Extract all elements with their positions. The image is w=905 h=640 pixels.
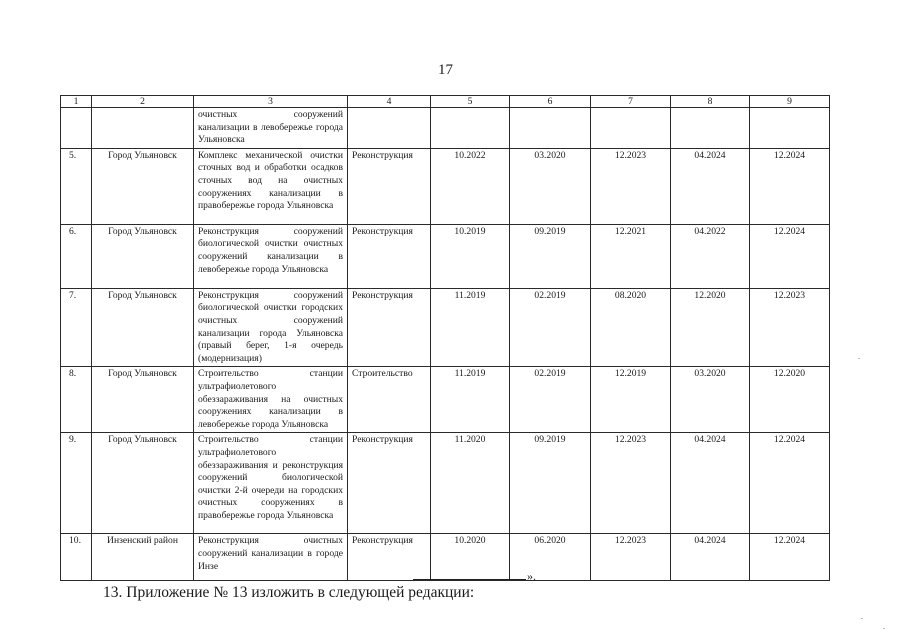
table-row xyxy=(61,148,830,224)
table-cell: 02.2019 xyxy=(510,288,591,367)
header-cell: 8 xyxy=(671,96,750,108)
table-cell: Город Ульяновск xyxy=(92,224,194,288)
table-cell: 12.2020 xyxy=(671,288,750,367)
header-cell: 4 xyxy=(348,96,431,108)
table-row xyxy=(61,224,830,288)
scan-speck xyxy=(858,358,860,359)
table-cell: 04.2024 xyxy=(671,148,750,224)
table-cell xyxy=(671,108,750,149)
table-row xyxy=(61,288,830,367)
header-cell: 2 xyxy=(92,96,194,108)
table-cell: 10.2019 xyxy=(431,224,510,288)
table-cell: 08.2020 xyxy=(591,288,671,367)
table-cell: 10.2022 xyxy=(431,148,510,224)
table-cell: 09.2019 xyxy=(510,224,591,288)
table-row xyxy=(61,433,830,534)
table-cell: очистных сооружений канализации в левобережье города Ульяновска xyxy=(194,108,348,149)
header-cell: 6 xyxy=(510,96,591,108)
table-cell: 11.2019 xyxy=(431,367,510,433)
table-cell: 11.2019 xyxy=(431,288,510,367)
page-number: 17 xyxy=(438,62,453,78)
table-row xyxy=(61,108,830,149)
header-cell: 3 xyxy=(194,96,348,108)
table-cell: Реконструкция xyxy=(348,534,431,581)
table-cell: Реконструкция сооружений биологической очистки городских очистных сооружений канализации города Ульяновска (правый берег, 1-я очередь (модернизация) xyxy=(194,288,348,367)
scan-speck xyxy=(861,618,863,619)
table-cell: Реконструкция сооружений биологической очистки очистных сооружений канализации в левобережье города Ульяновска xyxy=(194,224,348,288)
table-cell: Реконструкция очистных сооружений канализации в городе Инзе xyxy=(194,534,348,581)
table-cell: 12.2023 xyxy=(591,148,671,224)
table-cell: 02.2019 xyxy=(510,367,591,433)
table-cell: Реконструкция xyxy=(348,433,431,534)
table-cell: 12.2024 xyxy=(750,224,830,288)
closing-underline xyxy=(413,569,526,580)
table-cell xyxy=(510,108,591,149)
table-cell: 12.2020 xyxy=(750,367,830,433)
table-cell xyxy=(431,108,510,149)
table-cell: 11.2020 xyxy=(431,433,510,534)
table-cell: Город Ульяновск xyxy=(92,367,194,433)
table-cell: Реконструкция xyxy=(348,148,431,224)
header-cell: 9 xyxy=(750,96,830,108)
table-cell: Строительство станции ультрафиолетового обеззараживания и реконструкция сооружений биологической очистки 2-й очереди на городских очистных сооружениях в правобережье города Ульяновска xyxy=(194,433,348,534)
table-cell: Город Ульяновск xyxy=(92,433,194,534)
table-cell: Город Ульяновск xyxy=(92,288,194,367)
table-cell: 9. xyxy=(61,433,92,534)
table-cell: 10.2020 xyxy=(431,534,510,581)
data-table xyxy=(60,95,830,581)
header-row xyxy=(61,96,830,108)
table-cell: 04.2022 xyxy=(671,224,750,288)
table-cell xyxy=(750,108,830,149)
table-cell: 12.2023 xyxy=(591,433,671,534)
table-cell: 10. xyxy=(61,534,92,581)
table-cell xyxy=(61,108,92,149)
next-paragraph: 13. Приложение № 13 изложить в следующей редакции: xyxy=(103,584,475,601)
table-cell: Строительство станции ультрафиолетового обеззараживания на очистных сооружениях канализации в левобережье города Ульяновска xyxy=(194,367,348,433)
table-cell: 06.2020 xyxy=(510,534,591,581)
table-cell: 12.2019 xyxy=(591,367,671,433)
table-cell xyxy=(348,108,431,149)
header-cell: 1 xyxy=(61,96,92,108)
table-cell: 03.2020 xyxy=(671,367,750,433)
table-cell: Реконструкция xyxy=(348,224,431,288)
table-cell: 04.2024 xyxy=(671,433,750,534)
table-cell: 12.2023 xyxy=(750,288,830,367)
table-cell: 12.2024 xyxy=(750,148,830,224)
closing-quote: ». xyxy=(527,569,536,583)
header-cell: 5 xyxy=(431,96,510,108)
table-row xyxy=(61,367,830,433)
table-cell: 6. xyxy=(61,224,92,288)
table-cell: 8. xyxy=(61,367,92,433)
table-cell: Реконструкция xyxy=(348,288,431,367)
table-cell: 5. xyxy=(61,148,92,224)
table-cell: Комплекс механической очистки сточных вод и обработки осадков сточных вод на очистных сооружениях канализации в правобережье города Ульяновска xyxy=(194,148,348,224)
table-cell: 09.2019 xyxy=(510,433,591,534)
header-cell: 7 xyxy=(591,96,671,108)
table-cell xyxy=(591,108,671,149)
table-cell: Город Ульяновск xyxy=(92,148,194,224)
table-cell: 12.2024 xyxy=(750,433,830,534)
table-cell: 12.2024 xyxy=(750,534,830,581)
table-cell: Строительство xyxy=(348,367,431,433)
table-cell: 03.2020 xyxy=(510,148,591,224)
table-cell xyxy=(92,108,194,149)
table-cell: 04.2024 xyxy=(671,534,750,581)
table-cell: 12.2021 xyxy=(591,224,671,288)
table-cell: 7. xyxy=(61,288,92,367)
scan-speck xyxy=(883,628,885,629)
table-cell: Инзенский район xyxy=(92,534,194,581)
table-cell: 12.2023 xyxy=(591,534,671,581)
